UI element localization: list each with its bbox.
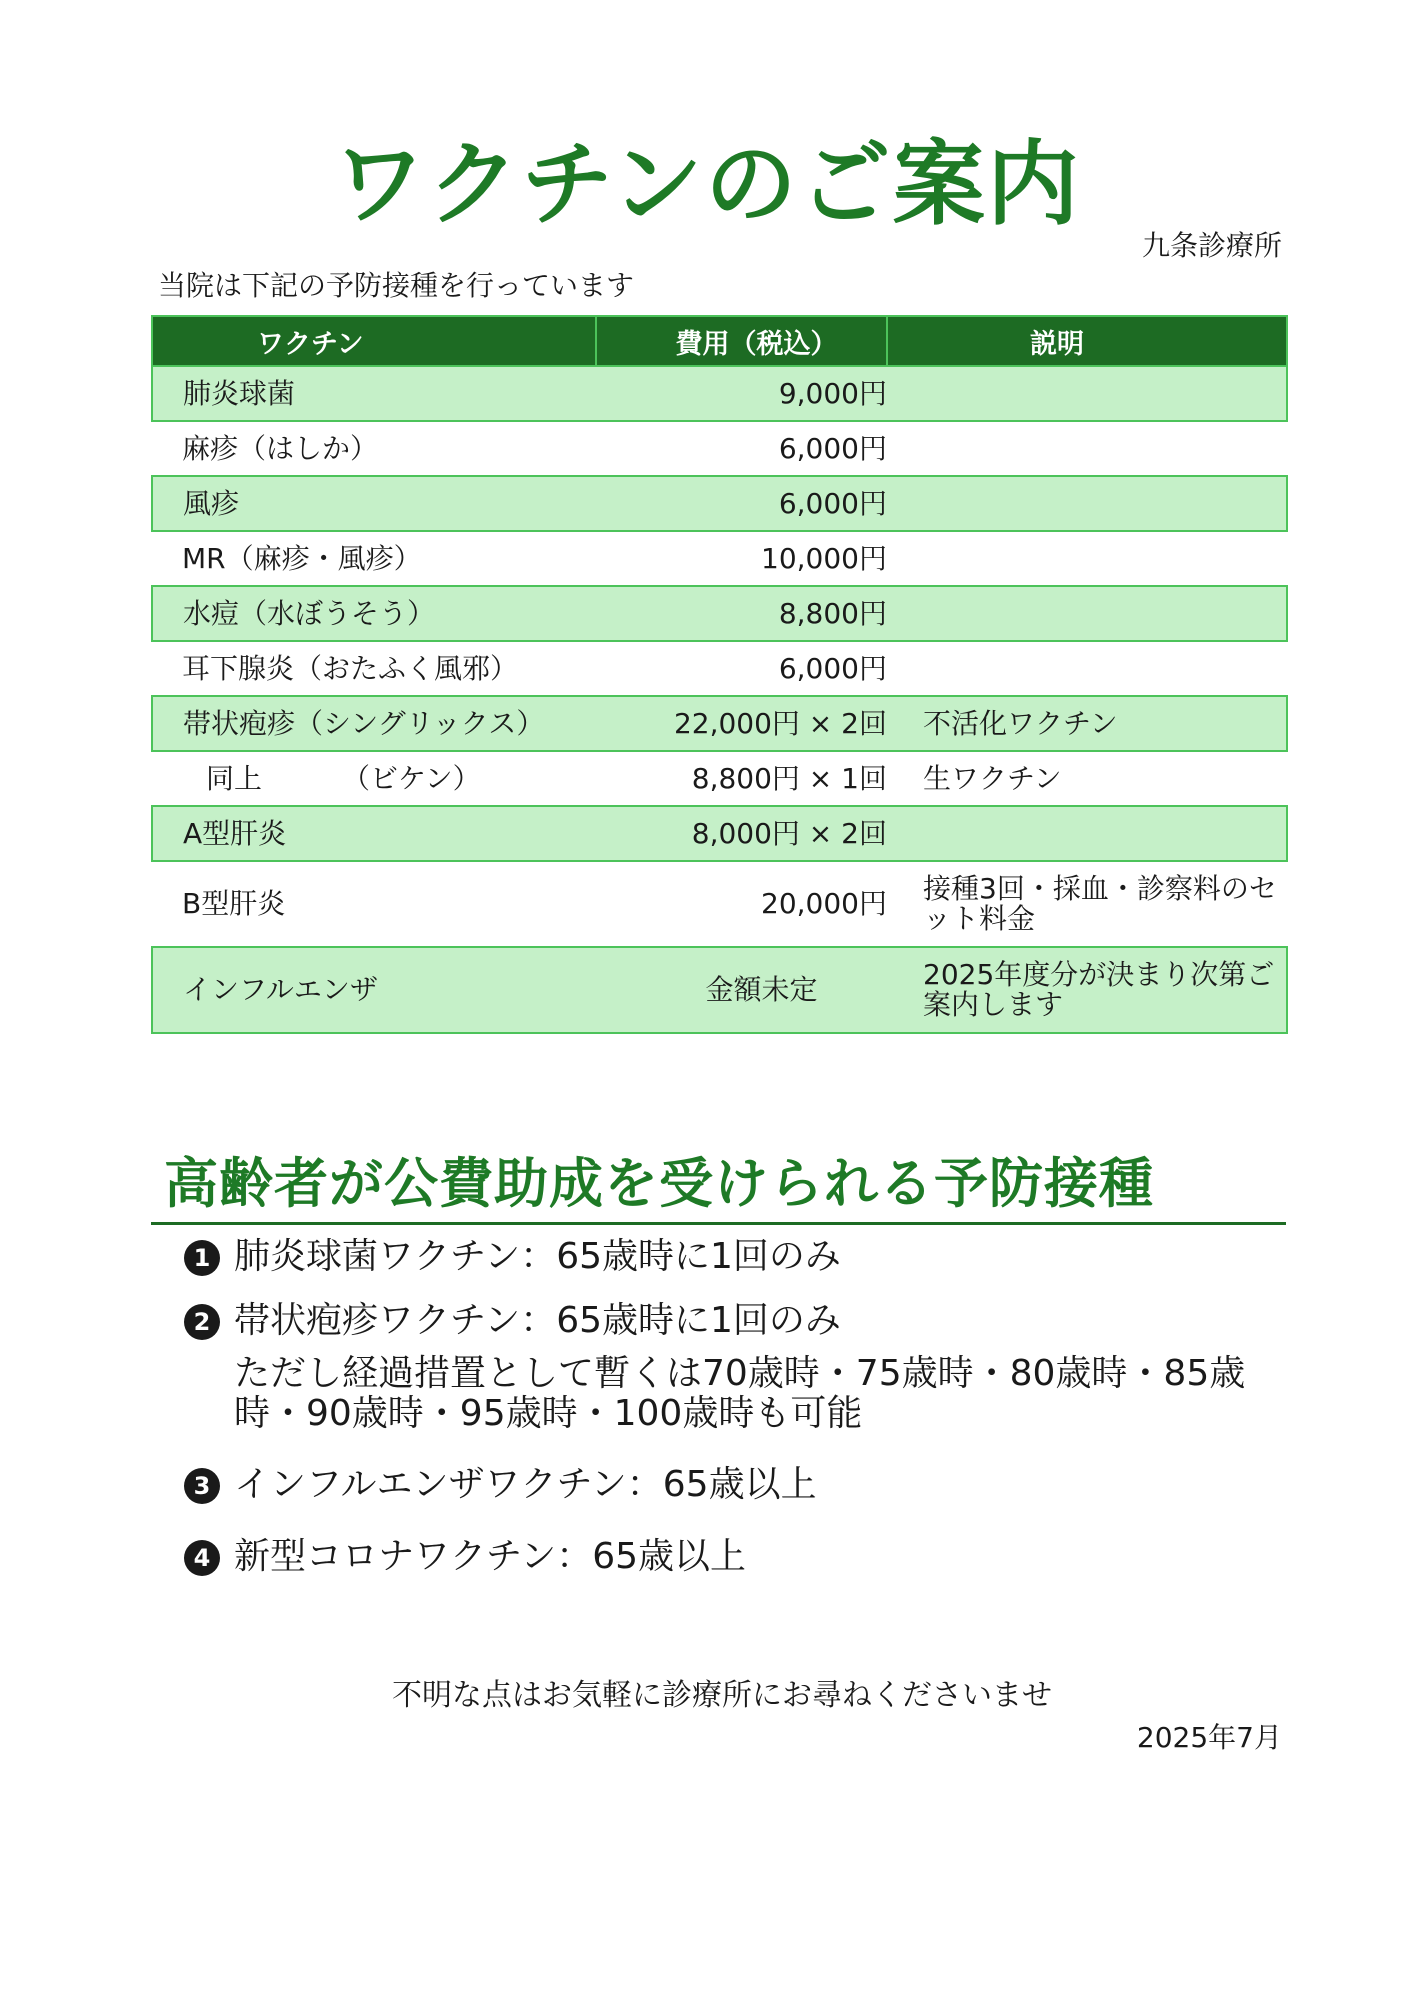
table-row [152, 861, 1287, 947]
vaccine-description [887, 476, 1287, 531]
vaccine-price: 9,000円 [596, 366, 887, 421]
intro-text: 当院は下記の予防接種を行っています [158, 269, 635, 302]
vaccine-name: 耳下腺炎（おたふく風邪） [182, 651, 519, 685]
vaccine-price: 20,000円 [761, 887, 887, 920]
subsidy-note: ただし経過措置として暫くは70歳時・75歳時・80歳時・85歳時・90歳時・95歳時・100歳時も可能 [234, 1353, 1246, 1434]
vaccine-name: 水痘（水ぼうそう） [152, 586, 596, 641]
vaccine-description [887, 421, 1287, 476]
vaccine-name: 帯状疱疹（シングリックス） [152, 696, 596, 751]
vaccine-description: 接種3回・採血・診察料のセット料金 [923, 872, 1277, 935]
table-row [152, 751, 1287, 806]
vaccine-price: 6,000円 [596, 476, 887, 531]
vaccine-name: インフルエンザ [152, 947, 596, 1033]
table-row [152, 421, 1287, 476]
vaccine-price: 6,000円 [778, 651, 887, 685]
vaccine-description: 生ワクチン [923, 761, 1062, 795]
vaccine-price: 8,800円 [596, 586, 887, 641]
table-row [152, 476, 1287, 531]
list-item [184, 1300, 1284, 1342]
list-item [184, 1536, 1284, 1578]
vaccine-description: 不活化ワクチン [887, 696, 1287, 751]
vaccine-name-variant: （ビケン） [342, 761, 481, 795]
header-description: 説明 [887, 316, 1287, 366]
page-title: ワクチンのご案内 [333, 131, 1081, 238]
vaccine-price: 6,000円 [778, 431, 887, 465]
vaccine-name: A型肝炎 [152, 806, 596, 861]
vaccine-name-ditto: 同上 [206, 761, 263, 795]
vaccine-name: MR（麻疹・風疹） [182, 541, 422, 575]
number-badge-icon: 2 [184, 1304, 220, 1340]
vaccine-price-table [151, 315, 1288, 1034]
subsidy-list [184, 1236, 1284, 1578]
table-row [152, 696, 1287, 751]
table-row [152, 531, 1287, 586]
list-item [184, 1464, 1284, 1506]
vaccine-description: 2025年度分が決まり次第ご案内します [887, 947, 1287, 1033]
section-divider [151, 1222, 1286, 1225]
vaccine-name: 風疹 [152, 476, 596, 531]
table-row [152, 586, 1287, 641]
table-header-row [152, 316, 1287, 366]
header-vaccine: ワクチン [152, 316, 596, 366]
header-price: 費用（税込） [596, 316, 887, 366]
table-row [152, 641, 1287, 696]
subsidy-text: 帯状疱疹ワクチン：65歳時に1回のみ [234, 1300, 841, 1341]
vaccine-price: 金額未定 [596, 947, 887, 1033]
issue-date: 2025年7月 [1136, 1721, 1282, 1754]
subsidy-section-heading: 高齢者が公費助成を受けられる予防接種 [164, 1152, 1154, 1215]
vaccine-name: B型肝炎 [182, 887, 286, 920]
vaccine-description [887, 531, 1287, 586]
vaccine-description [887, 806, 1287, 861]
table-row [152, 806, 1287, 861]
vaccine-price: 8,000円 × 2回 [596, 806, 887, 861]
vaccine-description [887, 366, 1287, 421]
table-row [152, 366, 1287, 421]
vaccine-description [887, 586, 1287, 641]
subsidy-text: 新型コロナワクチン：65歳以上 [234, 1536, 747, 1577]
vaccine-description [887, 641, 1287, 696]
vaccine-name: 肺炎球菌 [152, 366, 596, 421]
clinic-name: 九条診療所 [1141, 229, 1282, 262]
vaccine-price: 22,000円 × 2回 [596, 696, 887, 751]
subsidy-text: インフルエンザワクチン：65歳以上 [234, 1464, 817, 1505]
vaccine-price: 10,000円 [761, 541, 887, 575]
footer-message: 不明な点はお気軽に診療所にお尋ねくださいませ [392, 1678, 1052, 1713]
list-item [184, 1236, 1284, 1278]
number-badge-icon: 4 [184, 1540, 220, 1576]
number-badge-icon: 1 [184, 1240, 220, 1276]
number-badge-icon: 3 [184, 1468, 220, 1504]
table-row [152, 947, 1287, 1033]
vaccine-name: 麻疹（はしか） [182, 431, 379, 465]
vaccine-name [152, 751, 596, 806]
subsidy-text: 肺炎球菌ワクチン：65歳時に1回のみ [234, 1236, 841, 1277]
vaccine-price: 8,800円 × 1回 [691, 761, 887, 795]
